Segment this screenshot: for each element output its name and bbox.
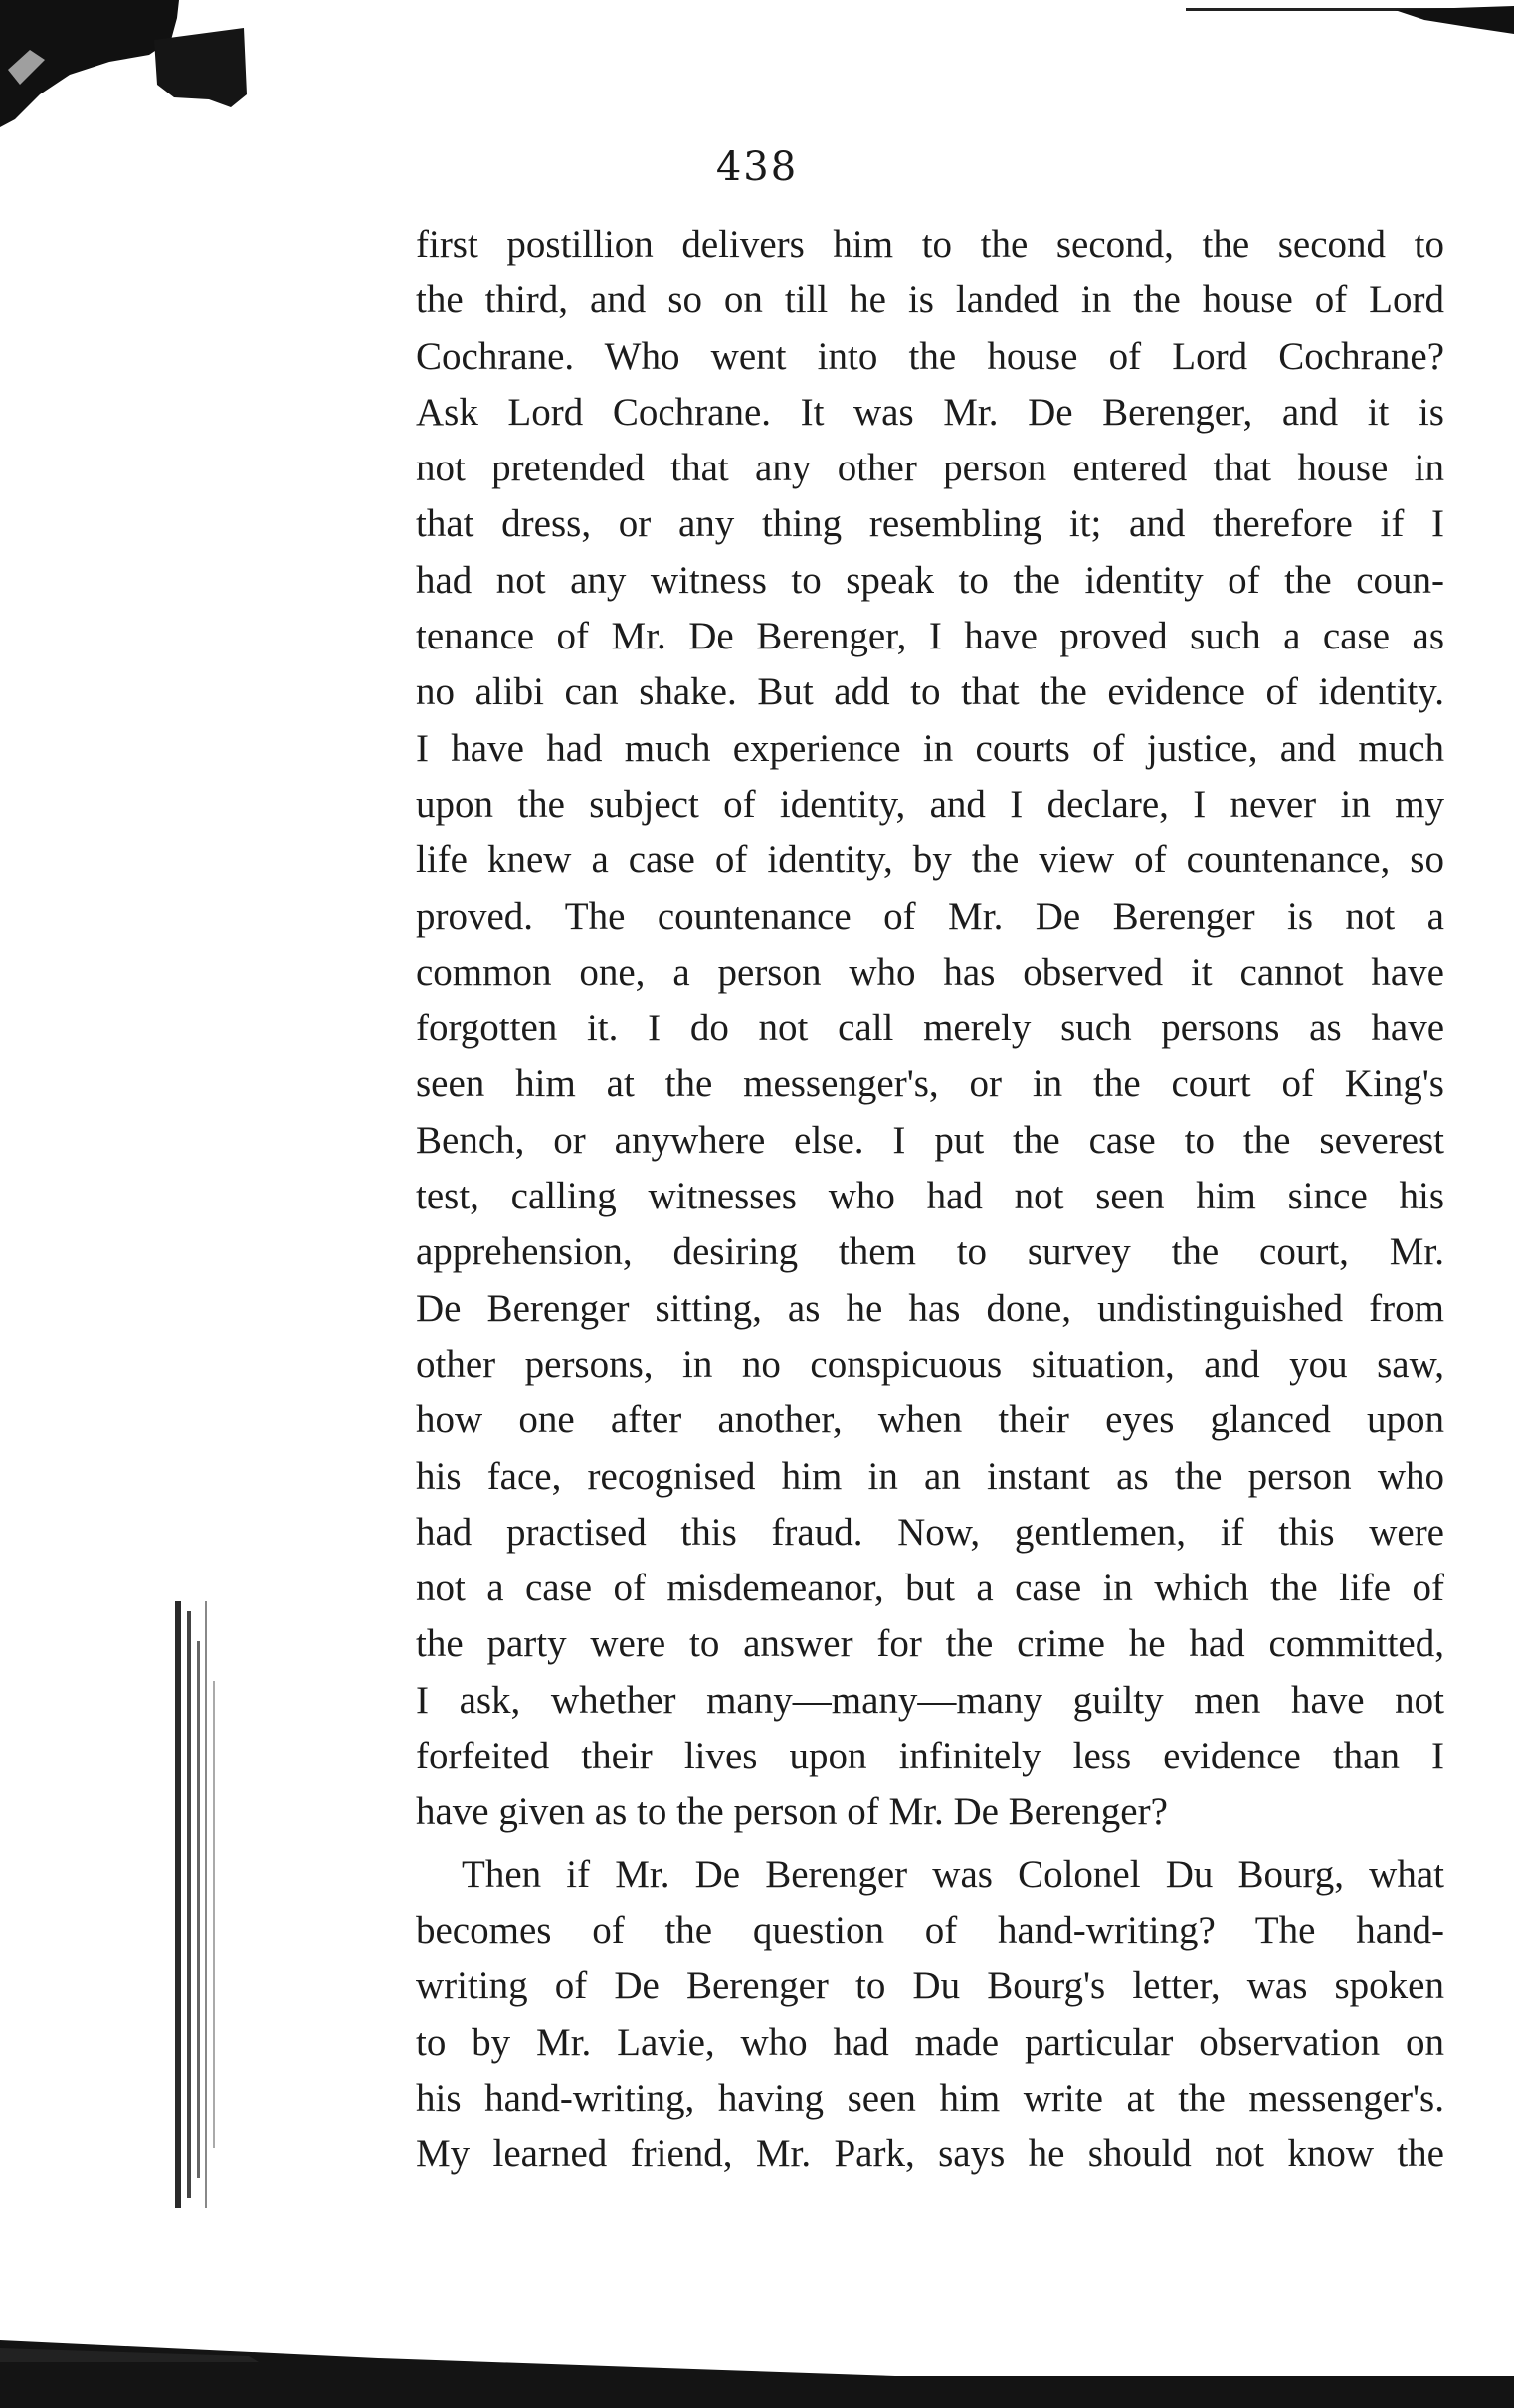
text-line: writing of De Berenger to Du Bourg's letter, was spoken xyxy=(416,1964,1444,2008)
text-line: seen him at the messenger's, or in the court of King's xyxy=(416,1062,1444,1106)
text-line: Ask Lord Cochrane. It was Mr. De Berenger, and it is xyxy=(416,390,1444,434)
text-line: common one, a person who has observed it cannot have xyxy=(416,950,1444,994)
text-line: his face, recognised him in an instant as the person who xyxy=(416,1454,1444,1498)
text-line: upon the subject of identity, and I declare, I never in my xyxy=(416,782,1444,826)
text-line: proved. The countenance of Mr. De Berenger is not a xyxy=(416,894,1444,938)
text-line: Bench, or anywhere else. I put the case to the severest xyxy=(416,1118,1444,1162)
text-line: test, calling witnesses who had not seen him since his xyxy=(416,1175,1444,1218)
text-line: I ask, whether many—many—many guilty men have not xyxy=(416,1678,1444,1722)
text-line: how one after another, when their eyes glanced upon xyxy=(416,1398,1444,1442)
text-line: the third, and so on till he is landed in the house of Lord xyxy=(416,278,1444,322)
text-line: De Berenger sitting, as he has done, undistinguished from xyxy=(416,1286,1444,1330)
page-number: 438 xyxy=(715,144,799,190)
text-line: had practised this fraud. Now, gentlemen, if this were xyxy=(416,1510,1444,1554)
text-line: not a case of misdemeanor, but a case in which the life of xyxy=(416,1567,1444,1610)
text-line: I have had much experience in courts of justice, and much xyxy=(416,726,1444,770)
paragraph xyxy=(416,217,1444,1841)
text-line: Cochrane. Who went into the house of Lord Cochrane? xyxy=(416,334,1444,378)
text-line: life knew a case of identity, by the view of countenance, so xyxy=(416,838,1444,882)
text-line: the party were to answer for the crime he had committed, xyxy=(416,1622,1444,1666)
text-line: forfeited their lives upon infinitely less evidence than I xyxy=(416,1735,1444,1778)
text-line: no alibi can shake. But add to that the evidence of identity. xyxy=(416,670,1444,714)
text-line: had not any witness to speak to the identity of the coun- xyxy=(416,558,1444,602)
paragraph xyxy=(416,1847,1444,2183)
text-line: becomes of the question of hand-writing? The hand- xyxy=(416,1908,1444,1951)
scan-edge-top-left xyxy=(0,0,249,129)
text-line: not pretended that any other person entered that house in xyxy=(416,447,1444,490)
text-line: forgotten it. I do not call merely such persons as have xyxy=(416,1007,1444,1050)
text-line: to by Mr. Lavie, who had made particular observation on xyxy=(416,2020,1444,2064)
body-text xyxy=(416,217,1444,2182)
text-line: that dress, or any thing resembling it; and therefore if I xyxy=(416,502,1444,546)
text-line: have given as to the person of Mr. De Berenger? xyxy=(416,1790,1168,1834)
text-line: other persons, in no conspicuous situation, and you saw, xyxy=(416,1342,1444,1386)
text-line: apprehension, desiring them to survey the court, Mr. xyxy=(416,1230,1444,1274)
text-line: his hand-writing, having seen him write at the messenger's. xyxy=(416,2076,1444,2120)
text-line: My learned friend, Mr. Park, says he should not know the xyxy=(416,2132,1444,2176)
text-line: Then if Mr. De Berenger was Colonel Du Bourg, what xyxy=(462,1852,1444,1896)
scan-edge-top-right xyxy=(1186,0,1514,40)
text-line: tenance of Mr. De Berenger, I have proved such a case as xyxy=(416,615,1444,658)
scan-edge-bottom xyxy=(0,2318,1514,2408)
text-line: first postillion delivers him to the second, the second to xyxy=(416,223,1444,266)
scan-binding-streak xyxy=(167,1601,237,2208)
